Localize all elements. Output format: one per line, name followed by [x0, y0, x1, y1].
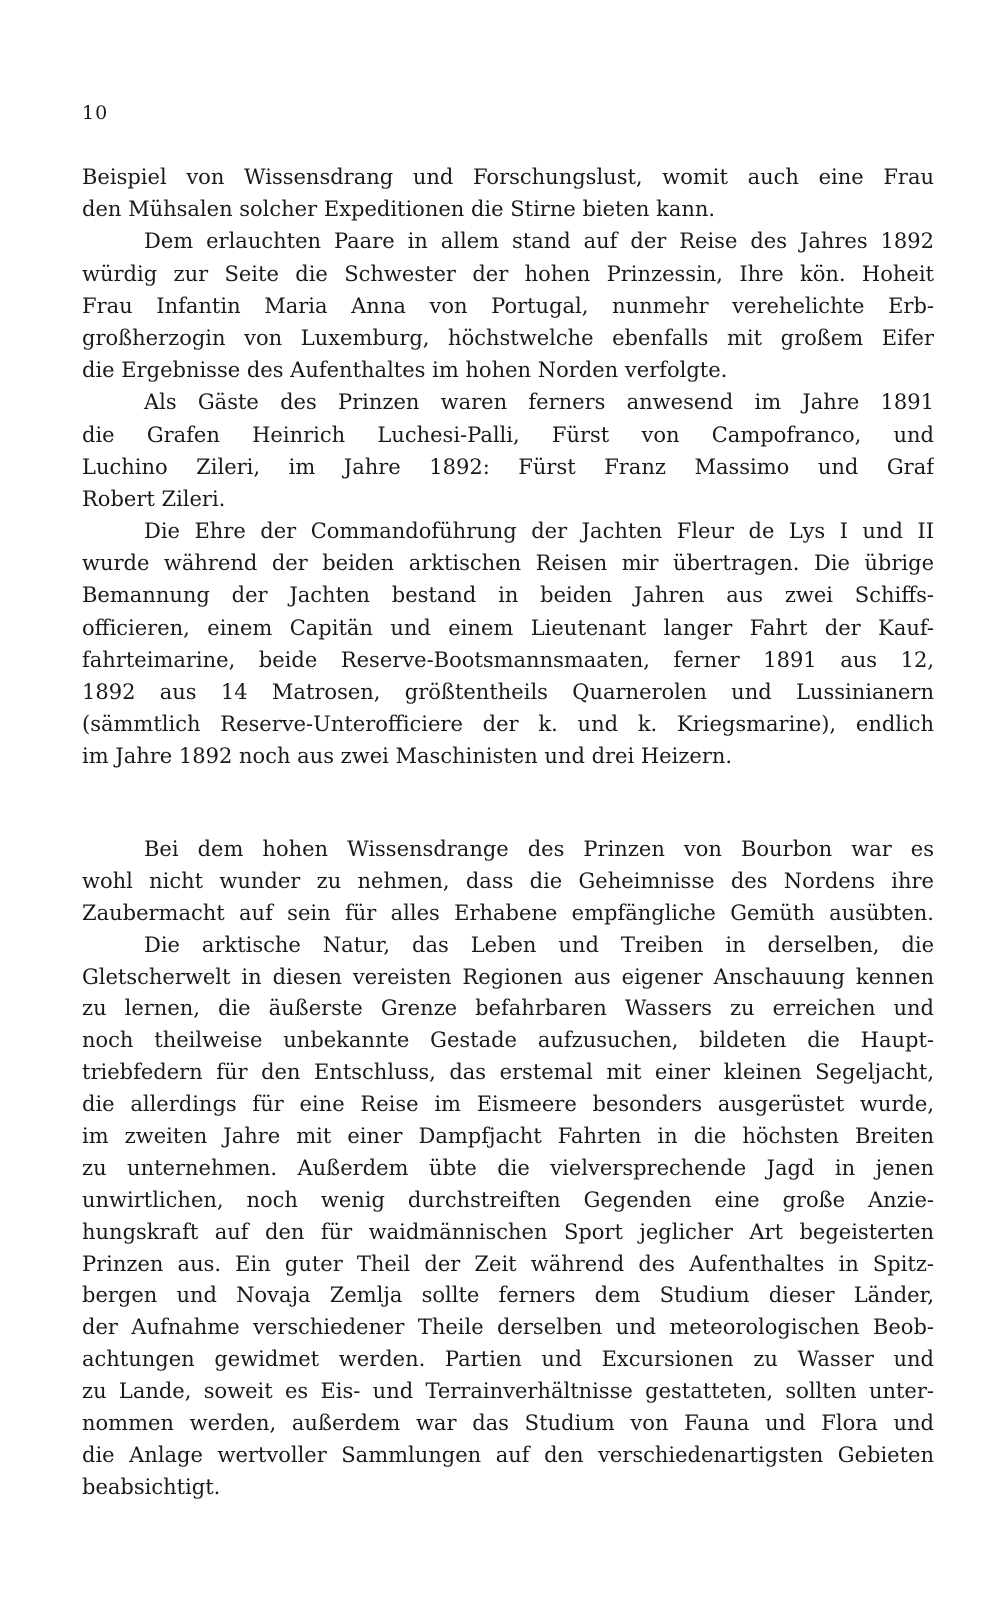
text-line: Robert Zileri. — [82, 486, 226, 511]
text-line: Als Gäste des Prinzen waren ferners anwesend im Jahre 1891 — [144, 390, 934, 415]
text-line: officieren, einem Capitän und einem Lieutenant langer Fahrt der Kauf- — [82, 615, 934, 640]
text-line: im zweiten Jahre mit einer Dampfjacht Fahrten in die höchsten Breiten — [82, 1124, 934, 1149]
text-line: die Grafen Heinrich Luchesi-Palli, Fürst von Campofranco, und — [82, 422, 934, 447]
text-line: zu Lande, soweit es Eis- und Terrainverhältnisse gestatteten, sollten unter- — [82, 1379, 934, 1404]
text-line: würdig zur Seite die Schwester der hohen Prinzessin, Ihre kön. Hoheit — [82, 261, 934, 286]
text-line: Luchino Zileri, im Jahre 1892: Fürst Franz Massimo und Graf — [82, 454, 934, 479]
page-number: 10 — [82, 102, 109, 124]
text-section-2 — [82, 834, 934, 1504]
text-line: hungskraft auf den für waidmännischen Sport jeglicher Art begeisterten — [82, 1219, 934, 1244]
text-line: großherzogin von Luxemburg, höchstwelche ebenfalls mit großem Eifer — [82, 325, 934, 350]
text-line: die Anlage wertvoller Sammlungen auf den verschiedenartigsten Gebieten — [82, 1442, 934, 1467]
text-line: Dem erlauchten Paare in allem stand auf der Reise des Jahres 1892 — [144, 229, 934, 254]
text-line: den Mühsalen solcher Expeditionen die Stirne bieten kann. — [82, 197, 716, 222]
text-line: fahrteimarine, beide Reserve-Bootsmannsmaaten, ferner 1891 aus 12, — [82, 647, 934, 672]
text-line: Gletscherwelt in diesen vereisten Regionen aus eigener Anschauung kennen — [82, 964, 934, 989]
text-line: die Ergebnisse des Aufenthaltes im hohen Norden verfolgte. — [82, 358, 728, 383]
text-line: Bei dem hohen Wissensdrange des Prinzen von Bourbon war es — [144, 837, 934, 861]
text-line: die allerdings für eine Reise im Eismeere besonders ausgerüstet wurde, — [82, 1092, 934, 1117]
text-line: Frau Infantin Maria Anna von Portugal, nunmehr verehelichte Erb- — [82, 293, 934, 318]
text-line: Die arktische Natur, das Leben und Treiben in derselben, die — [144, 932, 934, 957]
text-line: triebfedern für den Entschluss, das erstemal mit einer kleinen Segeljacht, — [82, 1060, 934, 1085]
text-line: 1892 aus 14 Matrosen, größtentheils Quarnerolen und Lussinianern — [82, 680, 934, 704]
text-section-1 — [82, 161, 934, 773]
text-line: zu lernen, die äußerste Grenze befahrbaren Wassers zu erreichen und — [82, 996, 934, 1021]
text-line: Prinzen aus. Ein guter Theil der Zeit während des Aufenthaltes in Spitz- — [82, 1251, 934, 1276]
text-line: achtungen gewidmet werden. Partien und Excursionen zu Wasser und — [82, 1347, 934, 1372]
text-line: wurde während der beiden arktischen Reisen mir übertragen. Die übrige — [82, 551, 934, 576]
text-line: (sämmtlich Reserve-Unterofficiere der k. und k. Kriegsmarine), endlich — [82, 712, 934, 737]
text-line: zu unternehmen. Außerdem übte die vielversprechende Jagd in jenen — [82, 1155, 934, 1180]
text-line: bergen und Novaja Zemlja sollte ferners dem Studium dieser Länder, — [82, 1283, 934, 1308]
text-line: unwirtlichen, noch wenig durchstreiften Gegenden eine große Anzie- — [82, 1187, 934, 1212]
text-line: Zaubermacht auf sein für alles Erhabene empfängliche Gemüth ausübten. — [82, 900, 934, 925]
text-line: beabsichtigt. — [82, 1474, 221, 1499]
text-line: wohl nicht wunder zu nehmen, dass die Geheimnisse des Nordens ihre — [82, 868, 934, 893]
text-line: noch theilweise unbekannte Gestade aufzusuchen, bildeten die Haupt- — [82, 1028, 934, 1053]
text-line: Die Ehre der Commandoführung der Jachten Fleur de Lys I und II — [144, 519, 934, 544]
text-line: im Jahre 1892 noch aus zwei Maschinisten und drei Heizern. — [82, 744, 733, 769]
text-line: Beispiel von Wissensdrang und Forschungslust, womit auch eine Frau — [82, 165, 934, 189]
text-line: nommen werden, außerdem war das Studium von Fauna und Flora und — [82, 1411, 934, 1436]
text-line: der Aufnahme verschiedener Theile derselben und meteorologischen Beob- — [82, 1315, 934, 1340]
text-line: Bemannung der Jachten bestand in beiden Jahren aus zwei Schiffs- — [82, 583, 934, 608]
